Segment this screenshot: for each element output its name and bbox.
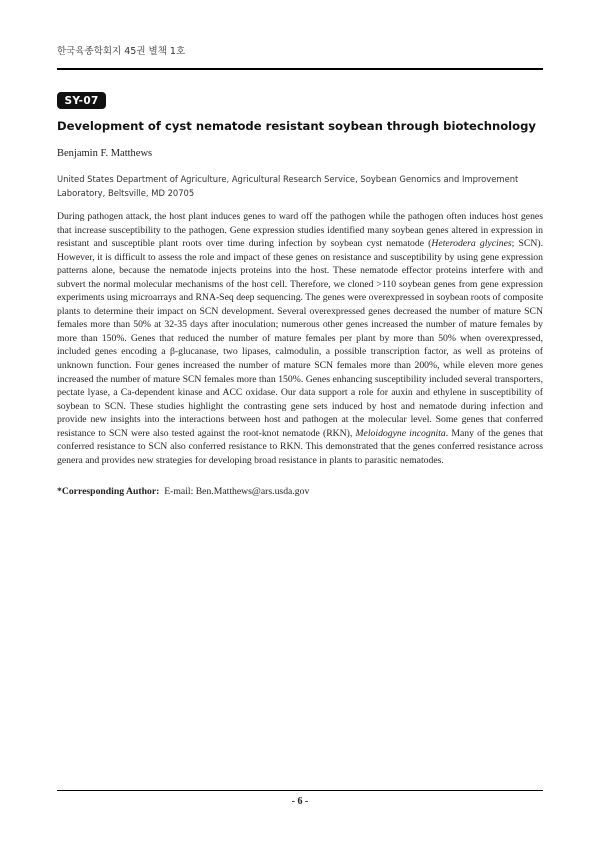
email-address[interactable]: Ben.Matthews@ars.usda.gov — [195, 486, 310, 497]
abstract-text-1: During pathogen attack, the host plant induces genes to ward off the pathogen while the pathogen often induces host genes that increase susceptibility to the pathogen. Gene expression studies identified many soybean genes altered in expression in resistant and susceptible plant roots over time during infection by soybean cyst nematode ( — [57, 211, 543, 250]
journal-header: 한국육종학회지 45권 별책 1호 — [57, 46, 186, 57]
author-affiliation: United States Department of Agriculture, Agricultural Research Service, Soybean Genomics and Improvement Laboratory, Beltsville, MD 20705 — [57, 174, 519, 198]
corresponding-label: *Corresponding Author: — [57, 486, 160, 497]
corresponding-author — [57, 486, 309, 497]
session-badge: SY-07 — [57, 92, 106, 109]
header-rule — [57, 68, 543, 70]
species-name-meloidogyne: Meloidogyne incognita — [355, 427, 446, 439]
author-name: Benjamin F. Matthews — [57, 148, 153, 159]
footer-rule — [57, 790, 543, 791]
abstract-text-2: ; SCN). However, it is difficult to assess the role and impact of these genes on resistance and susceptibility by using gene expression patterns alone, because the nematode injects proteins into the host. These nematode effector proteins interfere with and subvert the normal molecular mechanisms of the host cell. Therefore, we cloned >110 soybean genes from gene expression experiments using microarrays and RNA-Seq deep sequencing. The genes were overexpressed in soybean roots of composite plants to determine their impact on SCN development. Several overexpressed genes decreased the number of mature SCN females more than 50% at 32-35 days after inoculation; numerous other genes increased the number of mature females by more than 150%. Genes that reduced the number of mature females per plant by more than 50% when overexpressed, included genes encoding a β-glucanase, two lipases, calmodulin, a possible transcription factor, as well as proteins of unknown function. Four genes increased the number of mature SCN females more than 200%, while eleven more genes increased the number of mature SCN females more than 150%. Genes enhancing susceptibility included several transporters, pectate lyase, a Ca-dependent kinase and ACC oxidase. Our data support a role for auxin and ethylene in susceptibility of soybean to SCN. These studies highlight the contrasting gene sets induced by host and nematode during infection and provide new insights into the interactions between host and pathogen at the molecular level. Some genes that conferred resistance to SCN were also tested against the root-knot nematode (RKN), — [57, 238, 544, 439]
email-prefix: E-mail: — [164, 486, 194, 497]
species-name-heterodera: Heterodera glycines — [431, 238, 512, 250]
abstract-body — [57, 210, 543, 467]
paper-title: Development of cyst nematode resistant soybean through biotechnology — [57, 119, 536, 133]
abstract-text-3: . Many of the genes that conferred resistance to SCN also conferred resistance to RKN. This demonstrated that the genes conferred resistance across genera and provides new strategies for developing broad resistance in plants to parasitic nematodes. — [57, 427, 543, 466]
page-number: - 6 - — [291, 796, 309, 807]
